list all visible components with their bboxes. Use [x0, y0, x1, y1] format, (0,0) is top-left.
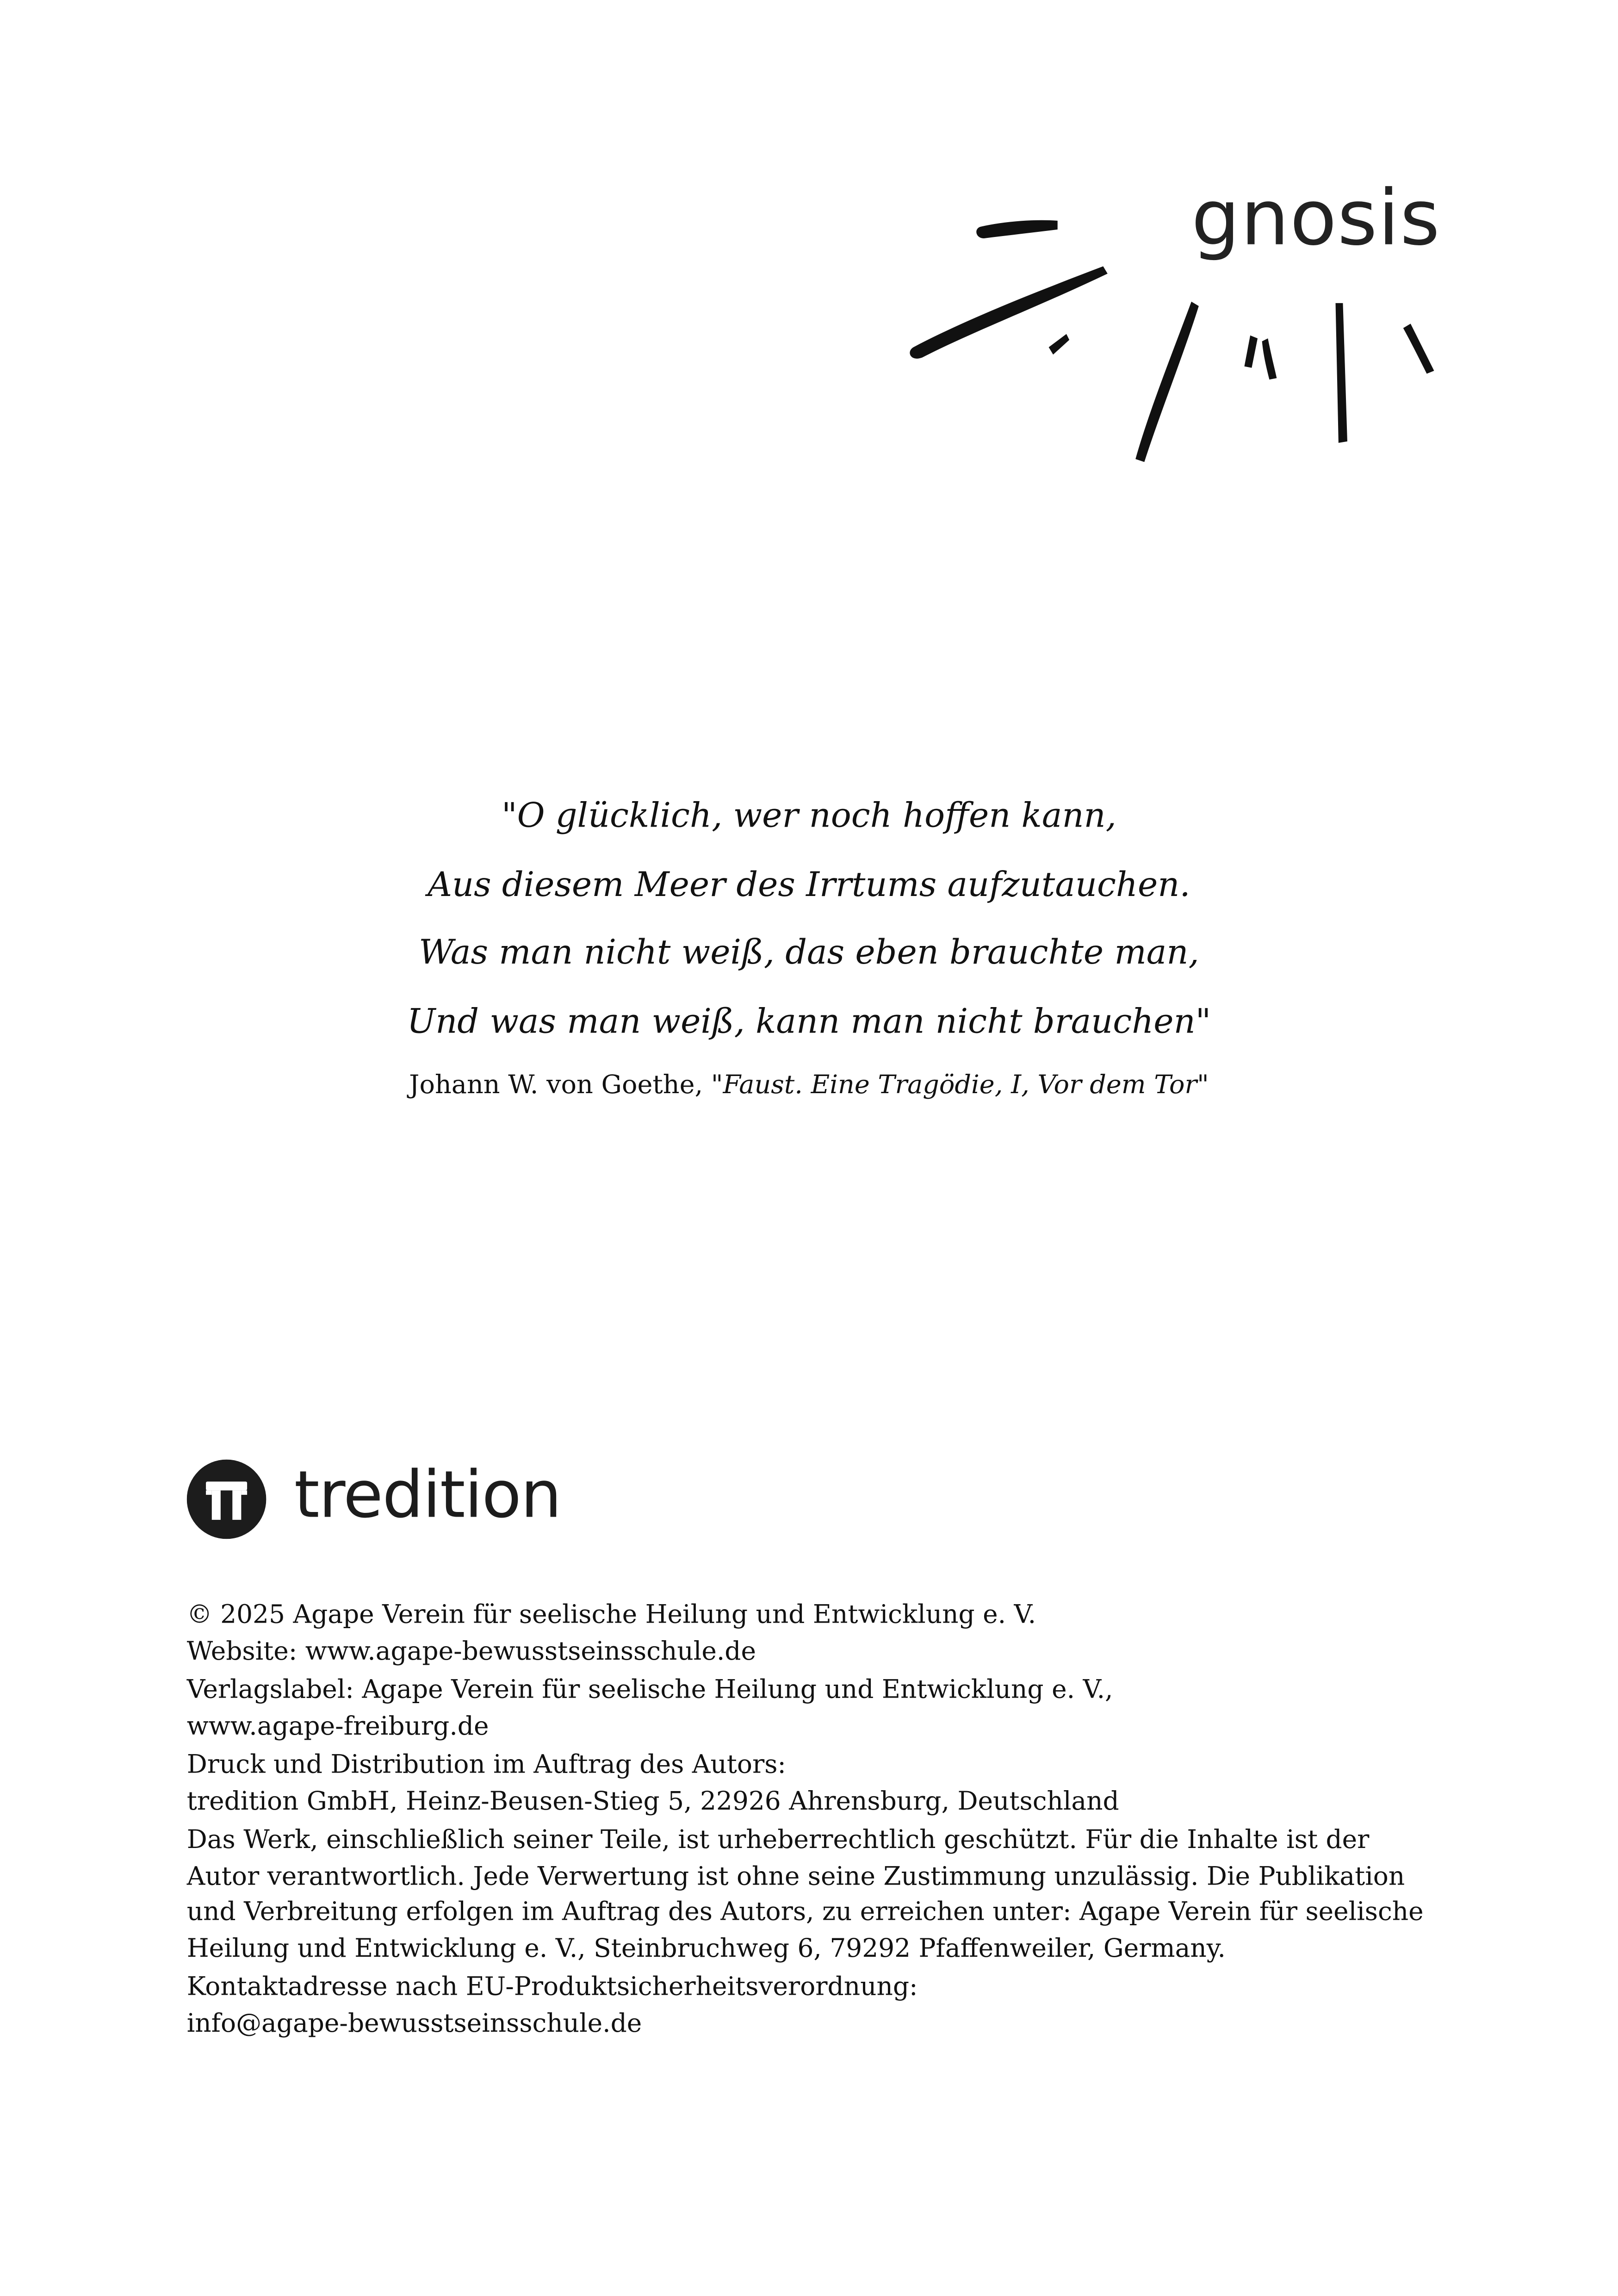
- copyright-paragraph: [187, 1598, 1482, 1670]
- quote-attribution: [0, 1068, 1618, 1103]
- quote-line-1: "O glücklich, wer noch hoffen kann,: [501, 797, 1116, 836]
- gnosis-wordmark: gnosis: [1191, 175, 1441, 264]
- rights-line-3: und Verbreitung erfolgen im Auftrag des Autors, zu erreichen unter: Agape Verein für seelische: [186, 1898, 1424, 1928]
- distribution-paragraph: [187, 1748, 1482, 1820]
- publisher-label-line: Verlagslabel: Agape Verein für seelische Heilung und Entwicklung e. V.,: [186, 1675, 1113, 1705]
- distribution-heading-line: Druck und Distribution im Auftrag des Autors:: [186, 1751, 786, 1780]
- brush-stroke-5: [1244, 336, 1258, 368]
- publisher-label-paragraph: [187, 1673, 1482, 1745]
- contact-email-line: info@agape-bewusstseinsschule.de: [186, 2009, 642, 2039]
- rights-line-1: Das Werk, einschließlich seiner Teile, ist urheberrechtlich geschützt. Für die Inhalte ist der: [186, 1826, 1370, 1855]
- publisher-url-line: www.agape-freiburg.de: [186, 1711, 489, 1742]
- attribution-author: Johann W. von Goethe,: [409, 1071, 711, 1101]
- brush-stroke-2: [910, 266, 1107, 358]
- brush-stroke-6: [1262, 338, 1277, 380]
- brush-stroke-4: [1135, 302, 1199, 462]
- rights-line-2: Autor verantwortlich. Jede Verwertung ist ohne seine Zustimmung unzulässig. Die Publikation: [186, 1862, 1405, 1892]
- attribution-work: "Faust. Eine Tragödie, I, Vor dem Tor": [711, 1071, 1209, 1101]
- goethe-quote: [0, 783, 1618, 1103]
- brush-stroke-7: [1336, 303, 1347, 443]
- quote-line-4: Und was man weiß, kann man nicht brauchen": [407, 1002, 1211, 1041]
- tredition-emblem-icon: [187, 1460, 267, 1539]
- quote-line-3: Was man nicht weiß, das eben brauchte man,: [419, 934, 1199, 973]
- brush-stroke-1: [976, 220, 1057, 238]
- imprint-block: [187, 1598, 1482, 2045]
- tredition-logo: [187, 1460, 628, 1539]
- rights-paragraph: [187, 1823, 1482, 1967]
- contact-paragraph: [187, 1970, 1482, 2042]
- contact-heading-line: Kontaktadresse nach EU-Produktsicherheitsverordnung:: [186, 1973, 918, 2003]
- copyright-line: © 2025 Agape Verein für seelische Heilung und Entwicklung e. V.: [186, 1600, 1036, 1630]
- brush-stroke-8: [1403, 324, 1434, 373]
- brush-stroke-3: [1049, 334, 1070, 355]
- rights-line-4: Heilung und Entwicklung e. V., Steinbruchweg 6, 79292 Pfaffenweiler, Germany.: [186, 1934, 1226, 1964]
- quote-line-2: Aus diesem Meer des Irrtums aufzutauchen.: [428, 865, 1190, 904]
- website-line: Website: www.agape-bewusstseinsschule.de: [186, 1636, 756, 1667]
- tredition-wordmark: tredition: [294, 1458, 561, 1533]
- distribution-address-line: tredition GmbH, Heinz-Beusen-Stieg 5, 22926 Ahrensburg, Deutschland: [186, 1786, 1119, 1817]
